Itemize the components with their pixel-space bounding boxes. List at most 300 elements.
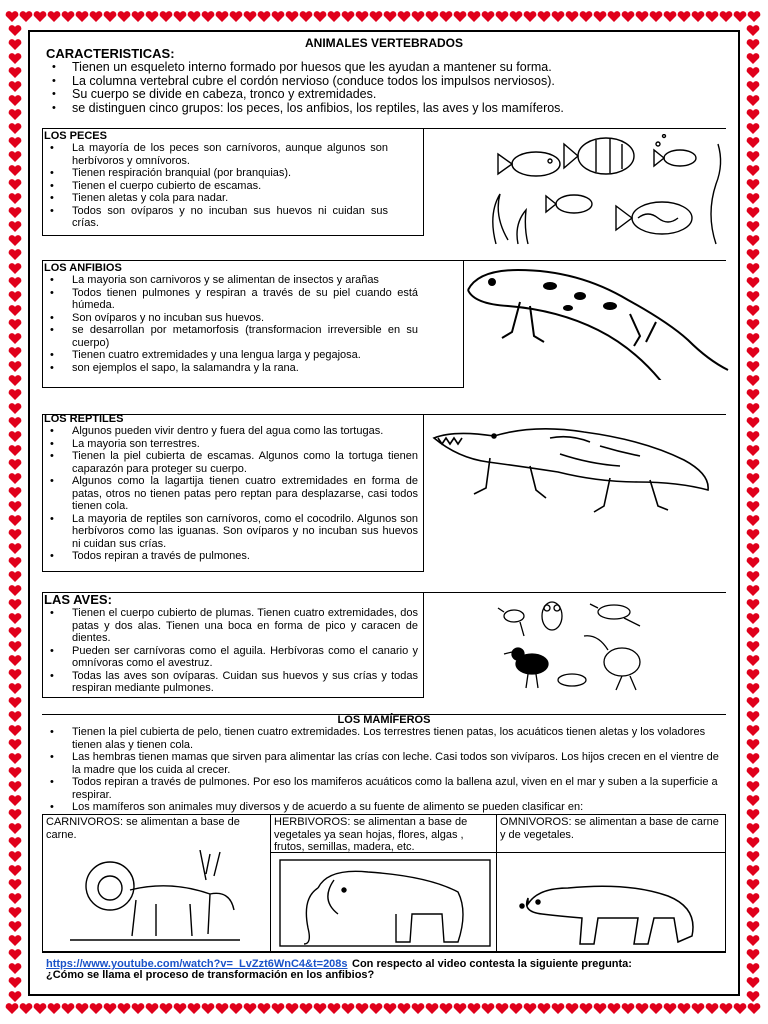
anfibios-heading: LOS ANFIBIOS [44, 262, 122, 274]
heart-icon [747, 277, 760, 288]
heart-icon [90, 1003, 103, 1014]
heart-icon [34, 11, 47, 22]
heart-icon [747, 627, 760, 638]
heart-icon [720, 11, 733, 22]
heart-icon [747, 921, 760, 932]
heart-icon [62, 11, 75, 22]
heart-icon [286, 1003, 299, 1014]
reptiles-list [44, 425, 418, 563]
heart-icon [706, 1003, 719, 1014]
aves-section [44, 592, 418, 695]
heart-icon [342, 1003, 355, 1014]
heart-icon [747, 305, 760, 316]
heart-icon [678, 11, 691, 22]
video-prompt: Con respecto al video contesta la siguiente pregunta: [352, 958, 632, 970]
heart-icon [747, 655, 760, 666]
heart-icon [9, 683, 22, 694]
heart-icon [747, 641, 760, 652]
heart-icon [9, 109, 22, 120]
heart-icon [747, 963, 760, 974]
list-item: • La mayoria son terrestres. [44, 438, 418, 451]
heart-icon [426, 11, 439, 22]
heart-icon [188, 11, 201, 22]
heart-icon [9, 753, 22, 764]
heart-icon [622, 11, 635, 22]
heart-icon [747, 207, 760, 218]
heart-icon [747, 263, 760, 274]
heart-icon [384, 11, 397, 22]
heart-icon [258, 1003, 271, 1014]
heart-icon [747, 39, 760, 50]
heart-icon [9, 67, 22, 78]
heart-icon [412, 11, 425, 22]
heart-icon [118, 1003, 131, 1014]
heart-icon [747, 347, 760, 358]
heart-icon [9, 361, 22, 372]
heart-icon [9, 641, 22, 652]
heart-icon [9, 333, 22, 344]
heart-icon [636, 11, 649, 22]
heart-icon [706, 11, 719, 22]
heart-icon [9, 795, 22, 806]
heart-icon [384, 1003, 397, 1014]
heart-icon [9, 781, 22, 792]
heart-icon [230, 1003, 243, 1014]
heart-icon [9, 949, 22, 960]
heart-icon [9, 193, 22, 204]
heart-icon [496, 1003, 509, 1014]
heart-icon [300, 1003, 313, 1014]
heart-icon [370, 11, 383, 22]
heart-icon [9, 935, 22, 946]
heart-icon [566, 11, 579, 22]
heart-icon [9, 543, 22, 554]
heart-icon [244, 1003, 257, 1014]
list-item: • son ejemplos el sapo, la salamandra y la rana. [44, 362, 418, 375]
divider [42, 952, 726, 953]
aves-list [44, 607, 418, 695]
heart-icon [747, 501, 760, 512]
heart-icon [202, 11, 215, 22]
heart-icon [747, 193, 760, 204]
heart-icon [9, 81, 22, 92]
heart-icon [272, 1003, 285, 1014]
heart-icon [468, 11, 481, 22]
heart-icon [538, 1003, 551, 1014]
divider [270, 814, 271, 952]
heart-icon [580, 1003, 593, 1014]
heart-icon [398, 1003, 411, 1014]
heart-icon [747, 697, 760, 708]
list-item: • Tienen la piel cubierta de pelo, tienen cuatro extremidades. Los terrestres tienen patas, los acuáticos tienen aletas y los voladores tienen alas y tienen cola. [44, 726, 728, 751]
heart-icon [747, 865, 760, 876]
worksheet-page [28, 30, 740, 996]
heart-icon [747, 935, 760, 946]
heart-icon [454, 1003, 467, 1014]
list-item: • Todos tienen pulmones y respiran a través de su piel cuando está húmeda. [44, 287, 418, 312]
heart-icon [258, 11, 271, 22]
heart-icon [440, 11, 453, 22]
list-item: • se distinguen cinco grupos: los peces, los anfibios, los reptiles, las aves y los mamíferos. [46, 102, 726, 116]
heart-icon [9, 123, 22, 134]
heart-icon [9, 291, 22, 302]
heart-icon [174, 1003, 187, 1014]
heart-icon [9, 515, 22, 526]
heart-icon [608, 11, 621, 22]
heart-icon [398, 11, 411, 22]
heart-icon [9, 669, 22, 680]
heart-icon [747, 235, 760, 246]
heart-icon [747, 81, 760, 92]
heart-icon [9, 557, 22, 568]
heart-border-right [742, 0, 764, 1024]
list-item: • La mayoria de reptiles son carnívoros, como el cocodrilo. Algunos son herbívoros como las iguanas. Son ovíparos y no incuban sus huevos ni cuidan sus crías. [44, 513, 418, 551]
heart-icon [594, 11, 607, 22]
mamiferos-heading: LOS MAMÍFEROS [337, 714, 431, 726]
heart-icon [9, 319, 22, 330]
heart-icon [747, 403, 760, 414]
reptiles-section [44, 413, 418, 563]
heart-icon [9, 207, 22, 218]
herbivoros-cell: HERBIVOROS: se alimentan a base de vegetales ya sean hojas, flores, algas , frutos, semillas, madera, etc. [274, 816, 468, 853]
list-item: • La mayoría de los peces son carnívoros, aunque algunos son herbívoros y omnívoros. [44, 142, 388, 167]
heart-icon [524, 11, 537, 22]
heart-icon [747, 711, 760, 722]
heart-icon [747, 389, 760, 400]
heart-icon [580, 11, 593, 22]
page-title: ANIMALES VERTEBRADOS [304, 36, 463, 50]
heart-icon [482, 11, 495, 22]
heart-icon [286, 11, 299, 22]
list-item: • se desarrollan por metamorfosis (transformacion irreversible en su cuerpo) [44, 324, 418, 349]
heart-icon [747, 977, 760, 988]
heart-icon [747, 837, 760, 848]
heart-icon [747, 123, 760, 134]
heart-icon [9, 613, 22, 624]
heart-icon [160, 11, 173, 22]
heart-icon [747, 53, 760, 64]
heart-icon [9, 137, 22, 148]
heart-icon [9, 991, 22, 1002]
heart-icon [244, 11, 257, 22]
list-item: • Tienen cuatro extremidades y una lengua larga y pegajosa. [44, 349, 418, 362]
heart-icon [9, 235, 22, 246]
heart-icon [9, 879, 22, 890]
heart-icon [9, 459, 22, 470]
heart-icon [9, 417, 22, 428]
heart-icon [76, 1003, 89, 1014]
heart-icon [468, 1003, 481, 1014]
heart-icon [9, 725, 22, 736]
heart-icon [664, 11, 677, 22]
heart-icon [9, 403, 22, 414]
heart-icon [440, 1003, 453, 1014]
heart-icon [747, 543, 760, 554]
heart-icon [747, 795, 760, 806]
anfibios-section [44, 262, 418, 374]
heart-icon [747, 25, 760, 36]
heart-icon [524, 1003, 537, 1014]
heart-icon [9, 263, 22, 274]
heart-icon [76, 11, 89, 22]
heart-icon [747, 669, 760, 680]
list-item: • Todos son ovíparos y no incuban sus huevos ni cuidan sus crías. [44, 205, 388, 230]
heart-icon [9, 487, 22, 498]
video-link[interactable]: https://www.youtube.com/watch?v=_LvZzt6WnC4&t=208s [46, 958, 348, 970]
list-item: • Todos repiran a través de pulmones. [44, 550, 418, 563]
heart-icon [636, 1003, 649, 1014]
heart-icon [132, 1003, 145, 1014]
heart-icon [62, 1003, 75, 1014]
heart-icon [747, 613, 760, 624]
heart-icon [370, 1003, 383, 1014]
list-item: • Tienen un esqueleto interno formado por huesos que les ayudan a mantener su forma. [46, 61, 726, 75]
heart-icon [747, 893, 760, 904]
heart-icon [747, 557, 760, 568]
heart-icon [650, 1003, 663, 1014]
heart-border-bottom [0, 998, 768, 1020]
list-item: • Algunos como la lagartija tienen cuatro extremidades en forma de patas, otros no tienen patas pero reptan para desplazarse, casi todos tienen cola. [44, 475, 418, 513]
heart-icon [747, 417, 760, 428]
heart-icon [664, 1003, 677, 1014]
heart-icon [747, 753, 760, 764]
heart-icon [34, 1003, 47, 1014]
heart-icon [9, 25, 22, 36]
characteristics-section [46, 46, 726, 115]
heart-icon [9, 39, 22, 50]
heart-icon [454, 11, 467, 22]
heart-icon [132, 11, 145, 22]
anfibios-list [44, 274, 418, 374]
peces-section [44, 130, 388, 230]
heart-icon [356, 11, 369, 22]
heart-icon [9, 165, 22, 176]
heart-icon [174, 11, 187, 22]
list-item: • Tienen respiración branquial (por branquias). [44, 167, 388, 180]
heart-icon [9, 697, 22, 708]
heart-icon [9, 921, 22, 932]
elephant-illustration [278, 858, 492, 948]
heart-icon [747, 725, 760, 736]
list-item: • La mayoria son carnivoros y se alimentan de insectos y arañas [44, 274, 418, 287]
heart-icon [747, 319, 760, 330]
heart-icon [9, 347, 22, 358]
heart-icon [272, 11, 285, 22]
heart-icon [9, 389, 22, 400]
heart-icon [90, 11, 103, 22]
list-item: • Tienen la piel cubierta de escamas. Algunos como la tortuga tienen caparazón para proteger su cuerpo. [44, 450, 418, 475]
carnivoros-cell: CARNIVOROS: se alimentan a base de carne. [46, 816, 240, 841]
heart-icon [104, 11, 117, 22]
heart-icon [747, 739, 760, 750]
heart-icon [230, 11, 243, 22]
list-item: • Tienen el cuerpo cubierto de escamas. [44, 180, 388, 193]
heart-icon [747, 907, 760, 918]
question: ¿Cómo se llama el proceso de transformación en los anfibios? [46, 969, 375, 981]
polar-bear-illustration [508, 864, 708, 948]
list-item: • La columna vertebral cubre el cordón nervioso (conduce todos los impulsos nerviosos). [46, 75, 726, 89]
heart-icon [747, 249, 760, 260]
heart-icon [9, 851, 22, 862]
peces-heading: LOS PECES [44, 130, 107, 142]
heart-icon [9, 473, 22, 484]
omnivoros-cell: OMNIVOROS: se alimentan a base de carne y de vegetales. [500, 816, 719, 841]
heart-icon [9, 837, 22, 848]
heart-icon [9, 599, 22, 610]
heart-icon [747, 529, 760, 540]
heart-icon [650, 11, 663, 22]
heart-icon [482, 1003, 495, 1014]
reptiles-heading: LOS REPTILES [44, 413, 124, 425]
heart-icon [552, 11, 565, 22]
heart-icon [496, 11, 509, 22]
heart-icon [314, 11, 327, 22]
heart-icon [9, 711, 22, 722]
heart-icon [9, 739, 22, 750]
heart-icon [747, 333, 760, 344]
heart-icon [328, 1003, 341, 1014]
heart-icon [747, 137, 760, 148]
heart-icon [747, 95, 760, 106]
heart-icon [9, 655, 22, 666]
heart-icon [9, 375, 22, 386]
heart-icon [747, 431, 760, 442]
heart-icon [9, 277, 22, 288]
heart-icon [747, 473, 760, 484]
characteristics-heading: CARACTERISTICAS: [46, 46, 175, 61]
heart-icon [552, 1003, 565, 1014]
heart-icon [328, 11, 341, 22]
heart-icon [747, 361, 760, 372]
heart-icon [747, 809, 760, 820]
heart-icon [747, 823, 760, 834]
list-item: • Tienen aletas y cola para nadar. [44, 192, 388, 205]
heart-icon [9, 305, 22, 316]
heart-icon [9, 865, 22, 876]
heart-icon [747, 109, 760, 120]
heart-icon [510, 1003, 523, 1014]
heart-icon [300, 11, 313, 22]
divider [496, 814, 497, 952]
heart-icon [566, 1003, 579, 1014]
heart-icon [216, 1003, 229, 1014]
heart-icon [9, 529, 22, 540]
heart-icon [9, 431, 22, 442]
list-item: • Todos repiran a través de pulmones. Por eso los mamiferos acuáticos como la ballena azul, viven en el mar y suben a la superficie a respirar. [44, 776, 728, 801]
heart-icon [747, 487, 760, 498]
heart-icon [202, 1003, 215, 1014]
heart-icon [9, 585, 22, 596]
heart-icon [747, 221, 760, 232]
peces-list [44, 142, 388, 230]
heart-icon [747, 599, 760, 610]
heart-icon [692, 1003, 705, 1014]
heart-icon [412, 1003, 425, 1014]
heart-icon [314, 1003, 327, 1014]
heart-icon [747, 459, 760, 470]
list-item: • Los mamíferos son animales muy diversos y de acuerdo a su fuente de alimento se pueden clasificar en: [44, 801, 728, 814]
heart-icon [118, 11, 131, 22]
heart-icon [48, 11, 61, 22]
heart-icon [9, 571, 22, 582]
heart-icon [608, 1003, 621, 1014]
aves-heading: LAS AVES: [44, 592, 112, 607]
heart-icon [342, 11, 355, 22]
heart-icon [9, 823, 22, 834]
heart-icon [9, 53, 22, 64]
heart-icon [9, 627, 22, 638]
heart-icon [9, 445, 22, 456]
heart-icon [747, 179, 760, 190]
heart-icon [9, 907, 22, 918]
heart-icon [9, 501, 22, 512]
heart-icon [747, 991, 760, 1002]
heart-icon [747, 515, 760, 526]
mamiferos-section [44, 726, 728, 814]
characteristics-list [46, 61, 726, 115]
heart-icon [747, 291, 760, 302]
heart-icon [747, 585, 760, 596]
heart-icon [426, 1003, 439, 1014]
heart-icon [9, 767, 22, 778]
heart-icon [9, 977, 22, 988]
heart-icon [720, 1003, 733, 1014]
list-item: • Tienen el cuerpo cubierto de plumas. Tienen cuatro extremidades, dos patas y dos alas. Tienen una boca en forma de pico y caracen de dientes. [44, 607, 418, 645]
mamiferos-list [44, 726, 728, 814]
birds-illustration [492, 594, 676, 696]
heart-icon [146, 1003, 159, 1014]
heart-icon [9, 249, 22, 260]
heart-icon [9, 963, 22, 974]
heart-border-left [4, 0, 26, 1024]
heart-border-top [0, 6, 768, 28]
lion-illustration [70, 850, 240, 946]
fish-illustration [478, 134, 730, 246]
heart-icon [622, 1003, 635, 1014]
heart-icon [9, 95, 22, 106]
heart-icon [104, 1003, 117, 1014]
heart-icon [9, 893, 22, 904]
list-item: • Las hembras tienen mamas que sirven para alimentar las crías con leche. Casi todos son vivíparos. Los hijos crecen en el vientre de la madre que los cuida al crecer. [44, 751, 728, 776]
heart-icon [747, 151, 760, 162]
list-item: • Todas las aves son ovíparas. Cuidan sus huevos y sus crías y todas respiran mediante pulmones. [44, 670, 418, 695]
list-item: • Pueden ser carnívoras como el aguila. Herbívoras como el canario y omnívoras como el avestruz. [44, 645, 418, 670]
heart-icon [747, 375, 760, 386]
heart-icon [9, 151, 22, 162]
heart-icon [510, 11, 523, 22]
heart-icon [216, 11, 229, 22]
crocodile-illustration [430, 418, 716, 526]
list-item: • Son ovíparos y no incuban sus huevos. [44, 312, 418, 325]
heart-icon [747, 949, 760, 960]
heart-icon [188, 1003, 201, 1014]
heart-icon [747, 879, 760, 890]
heart-icon [747, 165, 760, 176]
list-item: • Algunos pueden vivir dentro y fuera del agua como las tortugas. [44, 425, 418, 438]
heart-icon [9, 221, 22, 232]
heart-icon [692, 11, 705, 22]
heart-icon [678, 1003, 691, 1014]
heart-icon [747, 67, 760, 78]
heart-icon [356, 1003, 369, 1014]
heart-icon [9, 809, 22, 820]
heart-icon [747, 571, 760, 582]
heart-icon [48, 1003, 61, 1014]
heart-icon [747, 445, 760, 456]
heart-icon [747, 767, 760, 778]
heart-icon [146, 11, 159, 22]
heart-icon [747, 683, 760, 694]
